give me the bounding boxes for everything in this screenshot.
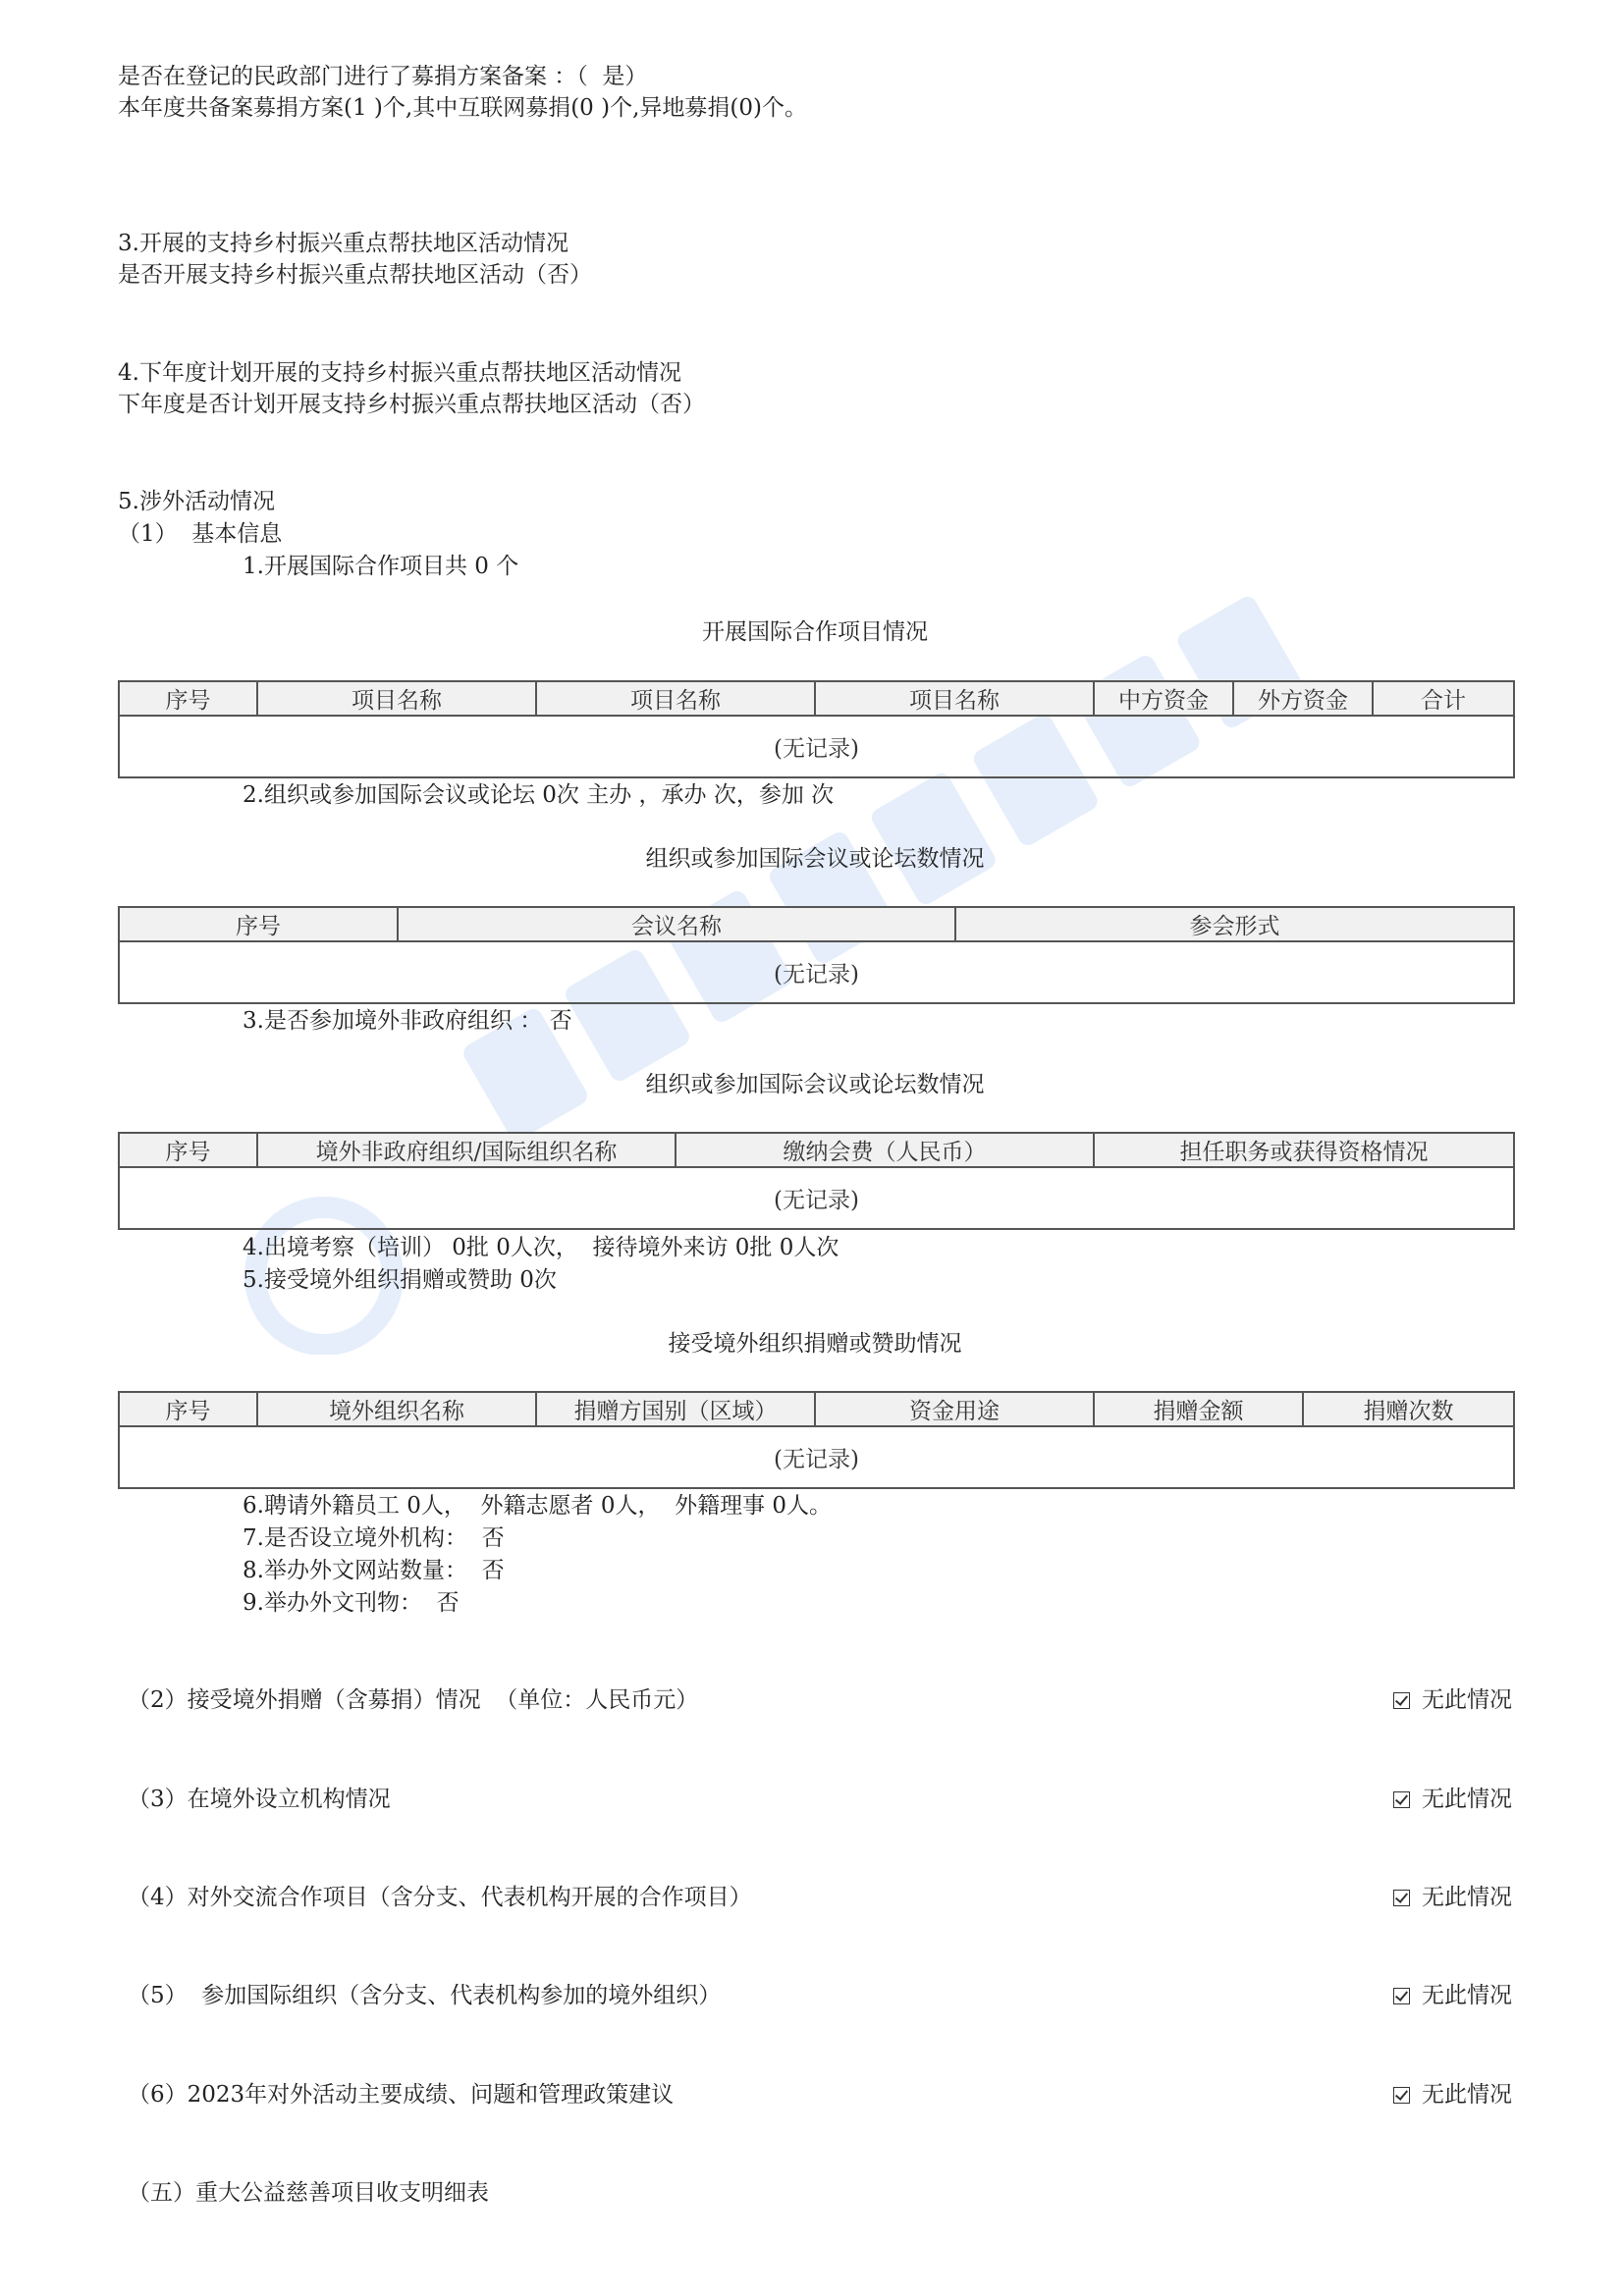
fundraising-count-line: 本年度共备案募捐方案(1 )个,其中互联网募捐(0 )个,异地募捐(0)个。 xyxy=(118,95,807,121)
col-header: 序号 xyxy=(119,907,398,941)
section5-heading: 5.涉外活动情况 xyxy=(118,489,275,514)
checkbox-checked-icon[interactable] xyxy=(1393,1791,1410,1808)
table3-title: 组织或参加国际会议或论坛数情况 xyxy=(645,1072,985,1097)
empty-record: (无记录) xyxy=(119,941,1514,1003)
option-label: 无此情况 xyxy=(1422,1885,1512,1910)
table1-title: 开展国际合作项目情况 xyxy=(702,619,928,645)
check-row-exchange-projects xyxy=(128,1882,1512,1913)
foreign-website-line: 8.举办外文网站数量： 否 xyxy=(243,1558,505,1583)
checkbox-checked-icon[interactable] xyxy=(1393,2087,1410,2104)
check-row-label: （2）接受境外捐赠（含募捐）情况 （单位：人民币元） xyxy=(128,1687,699,1713)
intl-projects-table xyxy=(118,680,1515,778)
basic-info-label: （1） 基本信息 xyxy=(118,521,283,547)
col-header: 捐赠次数 xyxy=(1303,1392,1514,1426)
col-header: 项目名称 xyxy=(257,681,536,716)
col-header: 序号 xyxy=(119,681,257,716)
option-label: 无此情况 xyxy=(1422,1983,1512,2008)
option-label: 无此情况 xyxy=(1422,1787,1512,1812)
section3-heading: 3.开展的支持乡村振兴重点帮扶地区活动情况 xyxy=(118,231,568,256)
no-such-case-option[interactable] xyxy=(1393,1784,1512,1815)
checkbox-checked-icon[interactable] xyxy=(1393,1692,1410,1709)
foreign-donation-table xyxy=(118,1391,1515,1489)
check-row-label: （4）对外交流合作项目（含分支、代表机构开展的合作项目） xyxy=(128,1885,752,1910)
check-row-intl-organizations xyxy=(128,1980,1512,2011)
conference-count: 2.组织或参加国际会议或论坛 0次 主办 ，承办 次，参加 次 xyxy=(243,782,835,808)
col-header: 担任职务或获得资格情况 xyxy=(1094,1133,1514,1167)
check-row-label: （3）在境外设立机构情况 xyxy=(128,1787,391,1812)
overseas-branch-line: 7.是否设立境外机构： 否 xyxy=(243,1525,505,1551)
conference-table xyxy=(118,906,1515,1004)
col-header: 中方资金 xyxy=(1094,681,1233,716)
col-header: 缴纳会费（人民币） xyxy=(676,1133,1094,1167)
col-header: 捐赠金额 xyxy=(1094,1392,1303,1426)
col-header: 序号 xyxy=(119,1133,257,1167)
fundraising-filing-line: 是否在登记的民政部门进行了募捐方案备案 ：（ 是） xyxy=(118,64,648,89)
empty-record: (无记录) xyxy=(119,716,1514,777)
outbound-visits: 4.出境考察（培训） 0批 0人次， 接待境外来访 0批 0人次 xyxy=(243,1235,839,1260)
check-row-overseas-institutions xyxy=(128,1784,1512,1815)
col-header: 会议名称 xyxy=(398,907,955,941)
no-such-case-option[interactable] xyxy=(1393,2079,1512,2110)
foreign-publication-line: 9.举办外文刊物： 否 xyxy=(243,1590,460,1616)
table2-title: 组织或参加国际会议或论坛数情况 xyxy=(645,846,985,872)
col-header: 外方资金 xyxy=(1233,681,1373,716)
col-header: 境外非政府组织/国际组织名称 xyxy=(257,1133,676,1167)
no-such-case-option[interactable] xyxy=(1393,1980,1512,2011)
foreign-staff-line: 6.聘请外籍员工 0人， 外籍志愿者 0人， 外籍理事 0人。 xyxy=(243,1493,833,1519)
col-header: 参会形式 xyxy=(955,907,1514,941)
col-header: 序号 xyxy=(119,1392,257,1426)
checkbox-checked-icon[interactable] xyxy=(1393,1890,1410,1906)
no-such-case-option[interactable] xyxy=(1393,1882,1512,1913)
check-row-foreign-donations xyxy=(128,1684,1512,1716)
col-header: 项目名称 xyxy=(536,681,815,716)
no-such-case-option[interactable] xyxy=(1393,1684,1512,1716)
table4-title: 接受境外组织捐赠或赞助情况 xyxy=(668,1331,962,1357)
checkbox-checked-icon[interactable] xyxy=(1393,1988,1410,2004)
col-header: 合计 xyxy=(1373,681,1514,716)
intl-projects-count: 1.开展国际合作项目共 0 个 xyxy=(243,554,519,579)
col-header: 项目名称 xyxy=(815,681,1094,716)
check-row-achievements xyxy=(128,2079,1512,2110)
option-label: 无此情况 xyxy=(1422,2082,1512,2108)
foreign-donation-count: 5.接受境外组织捐赠或赞助 0次 xyxy=(243,1267,557,1293)
section-five-heading: （五）重大公益慈善项目收支明细表 xyxy=(128,2180,489,2206)
col-header: 资金用途 xyxy=(815,1392,1094,1426)
empty-record: (无记录) xyxy=(119,1426,1514,1488)
empty-record: (无记录) xyxy=(119,1167,1514,1229)
foreign-ngo-question: 3.是否参加境外非政府组织 ： 否 xyxy=(243,1008,572,1034)
col-header: 境外组织名称 xyxy=(257,1392,536,1426)
check-row-label: （5） 参加国际组织（含分支、代表机构参加的境外组织） xyxy=(128,1983,722,2008)
section4-text: 下年度是否计划开展支持乡村振兴重点帮扶地区活动（否） xyxy=(118,392,705,417)
col-header: 捐赠方国别（区域） xyxy=(536,1392,815,1426)
option-label: 无此情况 xyxy=(1422,1687,1512,1713)
section3-text: 是否开展支持乡村振兴重点帮扶地区活动（否） xyxy=(118,262,592,288)
check-row-label: （6）2023年对外活动主要成绩、问题和管理政策建议 xyxy=(128,2082,675,2108)
foreign-ngo-table xyxy=(118,1132,1515,1230)
section4-heading: 4.下年度计划开展的支持乡村振兴重点帮扶地区活动情况 xyxy=(118,360,681,386)
